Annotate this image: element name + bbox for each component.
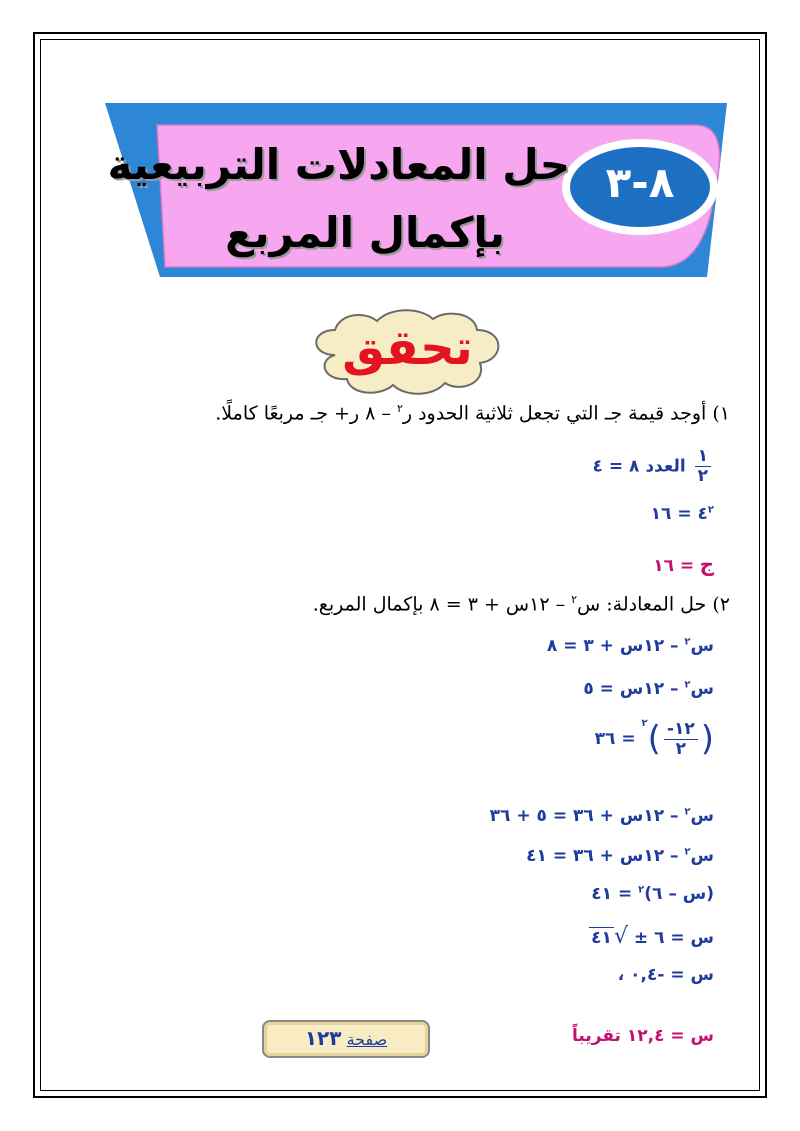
- q2-answer: [380, 1026, 714, 1046]
- q2-step5-var: س: [690, 846, 714, 866]
- q2-step1-rest: – ١٢س + ٣ = ٨: [546, 636, 679, 656]
- q2-step2-var: س: [690, 679, 714, 699]
- q2-step1-var: س: [690, 636, 714, 656]
- q2-number: ٢): [712, 593, 730, 616]
- q2-step5-rest: – ١٢س + ٣٦ = ٤١: [526, 846, 679, 866]
- q1-text: أوجد قيمة جـ التي تجعل ثلاثية الحدود ر: [402, 402, 707, 425]
- q1-step1-text: العدد ٨ = ٤: [592, 456, 686, 477]
- lesson-title-line2: بإكمال المربع: [225, 208, 505, 257]
- q2-step-2: [380, 679, 714, 699]
- q2-step4-var: س: [690, 806, 714, 826]
- q1-number: ١): [712, 402, 730, 425]
- q2-text-after: – ١٢س + ٣ = ٨ بإكمال المربع.: [312, 593, 566, 616]
- q2-step2-exponent: ٢: [684, 679, 691, 691]
- fraction-denominator: ٢: [675, 738, 687, 759]
- q1-exponent: ٢: [396, 402, 403, 415]
- page-label: [262, 1026, 430, 1050]
- q2-step6-rest: = ٤١: [591, 884, 633, 904]
- q2-step6-text: (س – ٦): [644, 884, 714, 904]
- sqrt-icon: √: [613, 924, 628, 949]
- q2-exponent: ٢: [571, 593, 578, 606]
- q2-answer-text: س = ١٢,٤ تقريباً: [572, 1026, 714, 1046]
- q1-text-after: – ٨ ر+ جـ مربعًا كاملًا.: [215, 402, 391, 425]
- q1-step1-fraction: [695, 448, 711, 485]
- q2-step1-exponent: ٢: [684, 636, 691, 648]
- q2-step-4: [380, 806, 714, 826]
- q2-step4-exponent: ٢: [684, 806, 691, 818]
- fraction-denominator: ٢: [697, 466, 708, 486]
- q2-step8-text: س = -٠,٤ ،: [617, 965, 714, 985]
- fraction-numerator: ١٢-: [664, 721, 698, 740]
- lesson-title-line1: حل المعادلات التربيعية: [107, 140, 570, 189]
- q2-step3-exponent: ٢: [641, 718, 648, 729]
- q1-answer-var: ج: [699, 552, 714, 576]
- q2-step-3: [380, 718, 714, 759]
- q2-step5-exponent: ٢: [684, 846, 691, 858]
- q2-step4-rest: – ١٢س + ٣٦ = ٥ + ٣٦: [489, 806, 679, 826]
- question-2: [80, 593, 730, 615]
- q2-step3-rest: = ٣٦: [594, 729, 636, 749]
- q2-step-1: [380, 636, 714, 656]
- q1-answer: [380, 552, 714, 576]
- check-title: تحقق: [342, 320, 473, 376]
- q2-step-6: [380, 884, 714, 904]
- q1-step-2: [380, 504, 714, 524]
- page-number: ١٢٣: [304, 1026, 342, 1050]
- q2-step2-rest: – ١٢س = ٥: [583, 679, 679, 699]
- fraction-numerator: ١: [695, 448, 711, 467]
- q2-step7-radicand: ٤١: [591, 928, 612, 948]
- q1-step2-exponent: ٢: [707, 504, 714, 516]
- q1-answer-rest: = ١٦: [653, 556, 695, 576]
- q2-step-7: [380, 924, 714, 949]
- q2-step3-fraction: [664, 718, 698, 759]
- left-paren-icon: (: [700, 719, 714, 759]
- q2-step7-left: س = ٦ ±: [633, 928, 714, 948]
- question-1: [80, 402, 730, 424]
- q2-step-5: [380, 846, 714, 866]
- q2-step6-exponent: ٢: [638, 884, 645, 896]
- right-paren-icon: ): [647, 719, 661, 759]
- q2-step-8: [380, 965, 714, 985]
- q1-step-1: [380, 448, 714, 485]
- lesson-number-badge: ٨-٣: [605, 158, 675, 207]
- q2-text: حل المعادلة: س: [577, 593, 707, 616]
- page-word: صفحة: [346, 1030, 388, 1049]
- q1-step2-base: ٤: [697, 504, 708, 524]
- q1-step2-rest: = ١٦: [650, 504, 692, 524]
